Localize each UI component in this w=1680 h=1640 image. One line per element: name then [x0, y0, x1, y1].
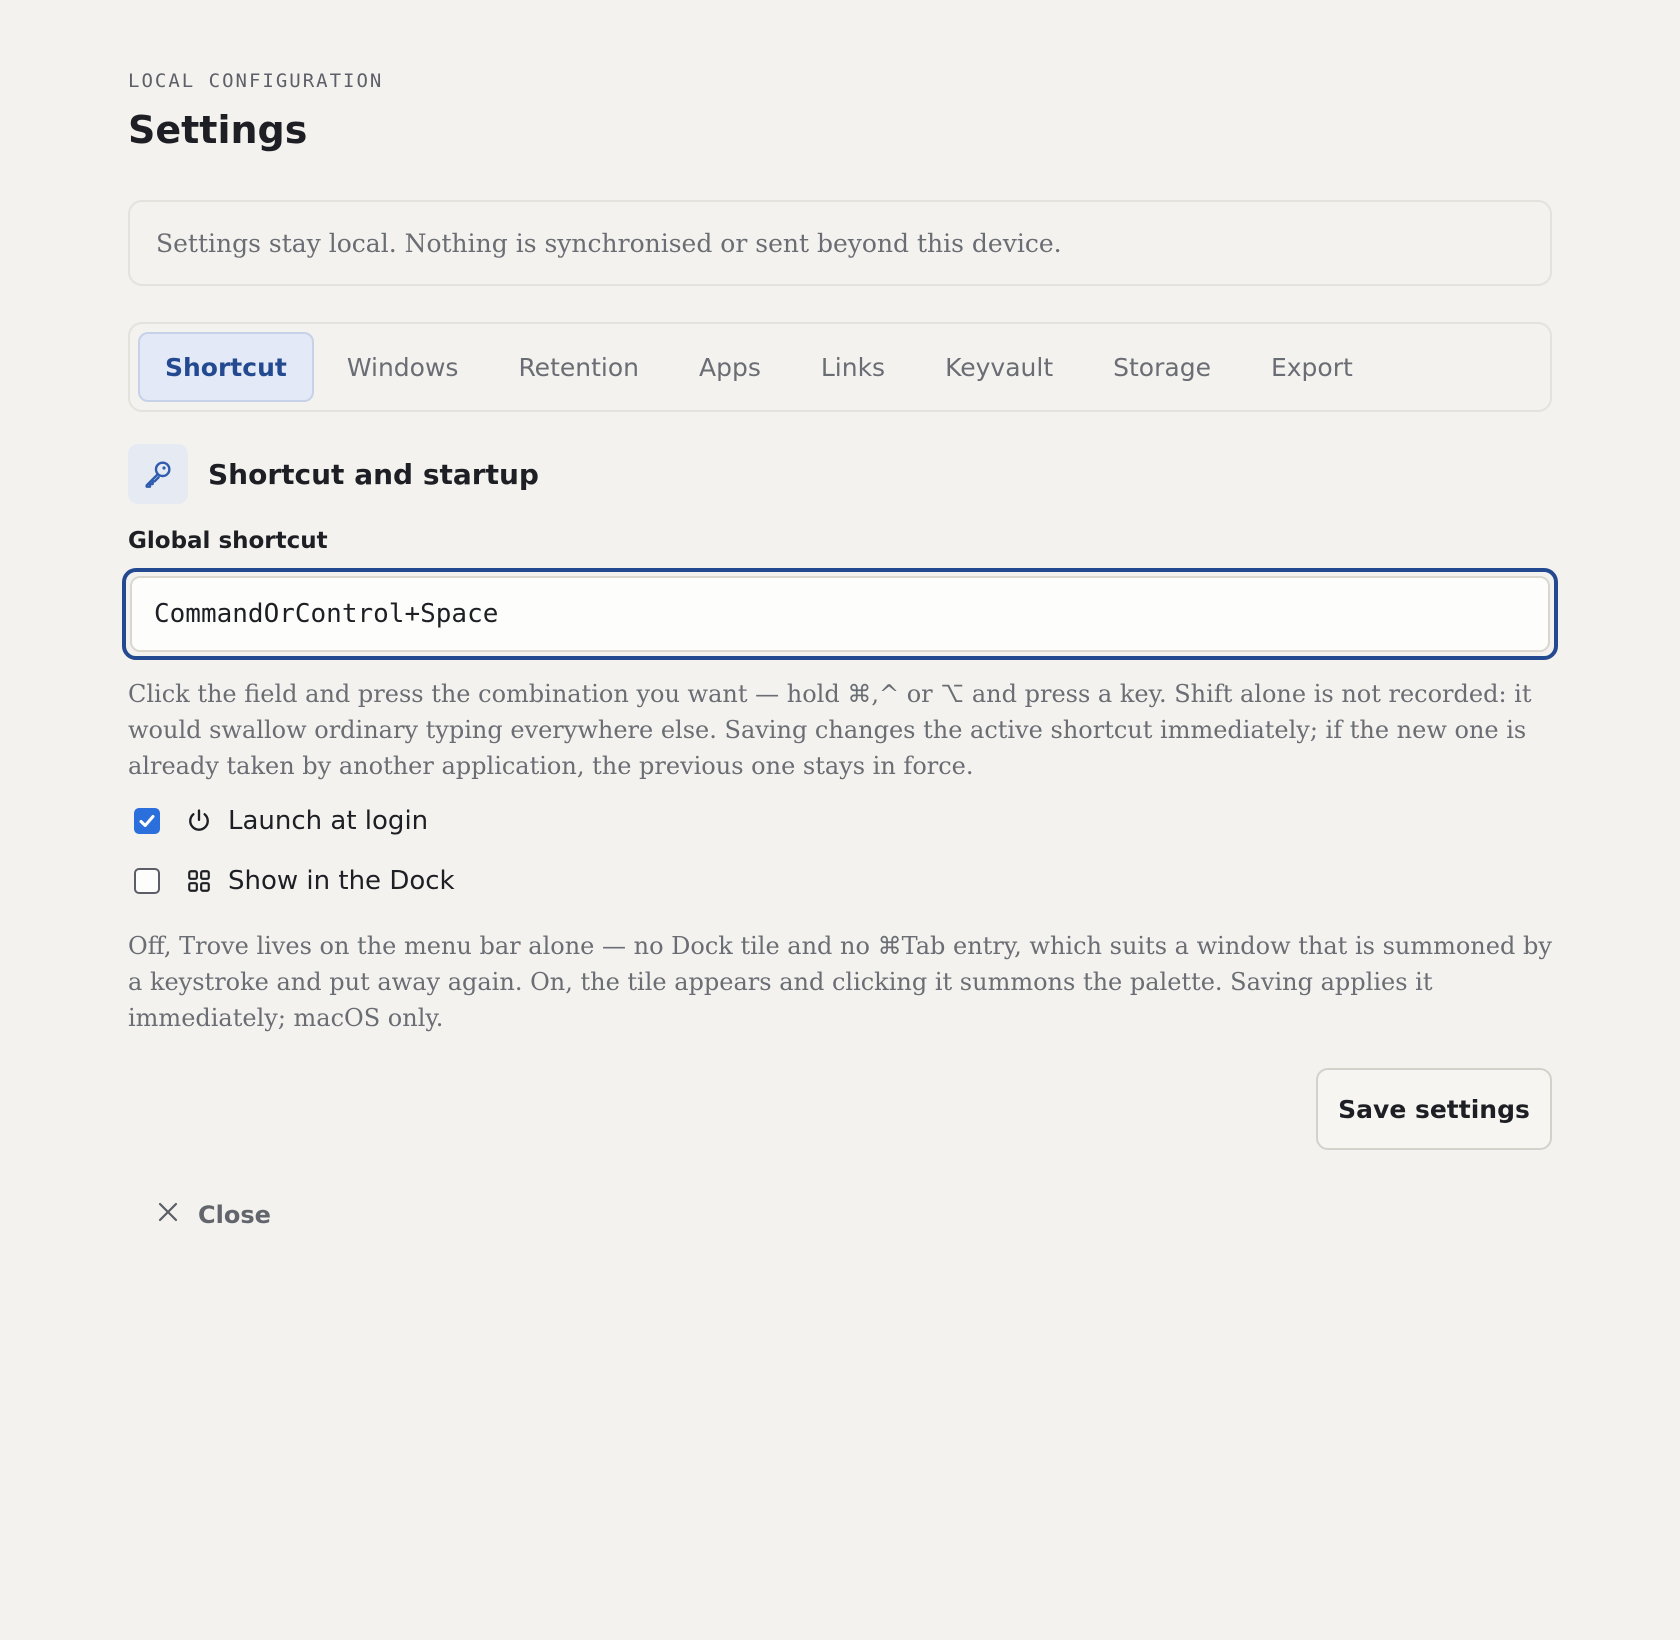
launch-at-login-label: Launch at login	[228, 806, 429, 836]
page-title: Settings	[128, 108, 308, 152]
tab-apps[interactable]: Apps	[698, 352, 761, 382]
save-settings-button[interactable]: Save settings	[1316, 1068, 1552, 1150]
grid-icon	[184, 866, 214, 896]
section-header	[128, 444, 539, 504]
local-notice: Settings stay local. Nothing is synchronised or sent beyond this device.	[128, 200, 1552, 286]
show-in-dock-checkbox[interactable]	[134, 868, 160, 894]
tab-windows[interactable]: Windows	[346, 352, 459, 382]
key-icon	[128, 444, 188, 504]
tab-export[interactable]: Export	[1270, 352, 1353, 382]
dock-help-text: Off, Trove lives on the menu bar alone — no Dock tile and no ⌘Tab entry, which suits a window that is summoned by a keystroke and put away again. On, the tile appears and clicking it summons the palette. Saving applies it immediately; macOS only.	[128, 932, 1552, 1032]
tab-retention[interactable]: Retention	[518, 352, 639, 382]
shortcut-input[interactable]	[130, 576, 1550, 652]
settings-tabs	[128, 322, 1552, 412]
tab-shortcut[interactable]: Shortcut	[138, 332, 314, 402]
close-icon	[156, 1200, 180, 1230]
tab-keyvault[interactable]: Keyvault	[945, 352, 1054, 382]
launch-at-login-option[interactable]	[134, 806, 428, 836]
close-label: Close	[198, 1201, 271, 1229]
power-icon	[184, 806, 214, 836]
tab-links[interactable]: Links	[820, 352, 886, 382]
tab-storage[interactable]: Storage	[1113, 352, 1211, 382]
section-title: Shortcut and startup	[208, 457, 539, 491]
launch-at-login-checkbox[interactable]	[134, 808, 160, 834]
show-in-dock-option[interactable]	[134, 866, 455, 896]
eyebrow-label: LOCAL CONFIGURATION	[128, 70, 384, 92]
shortcut-label: Global shortcut	[128, 528, 328, 554]
shortcut-focus-ring	[122, 568, 1558, 660]
show-in-dock-label: Show in the Dock	[228, 866, 455, 896]
shortcut-help-text: Click the field and press the combination you want — hold ⌘,^ or ⌥ and press a key. Shift alone is not recorded: it would swallow ordinary typing everywhere else. Saving changes the active shortcut immediately; if the new one is already taken by another application, the previous one stays in force.	[128, 680, 1532, 780]
close-button[interactable]	[156, 1200, 271, 1230]
